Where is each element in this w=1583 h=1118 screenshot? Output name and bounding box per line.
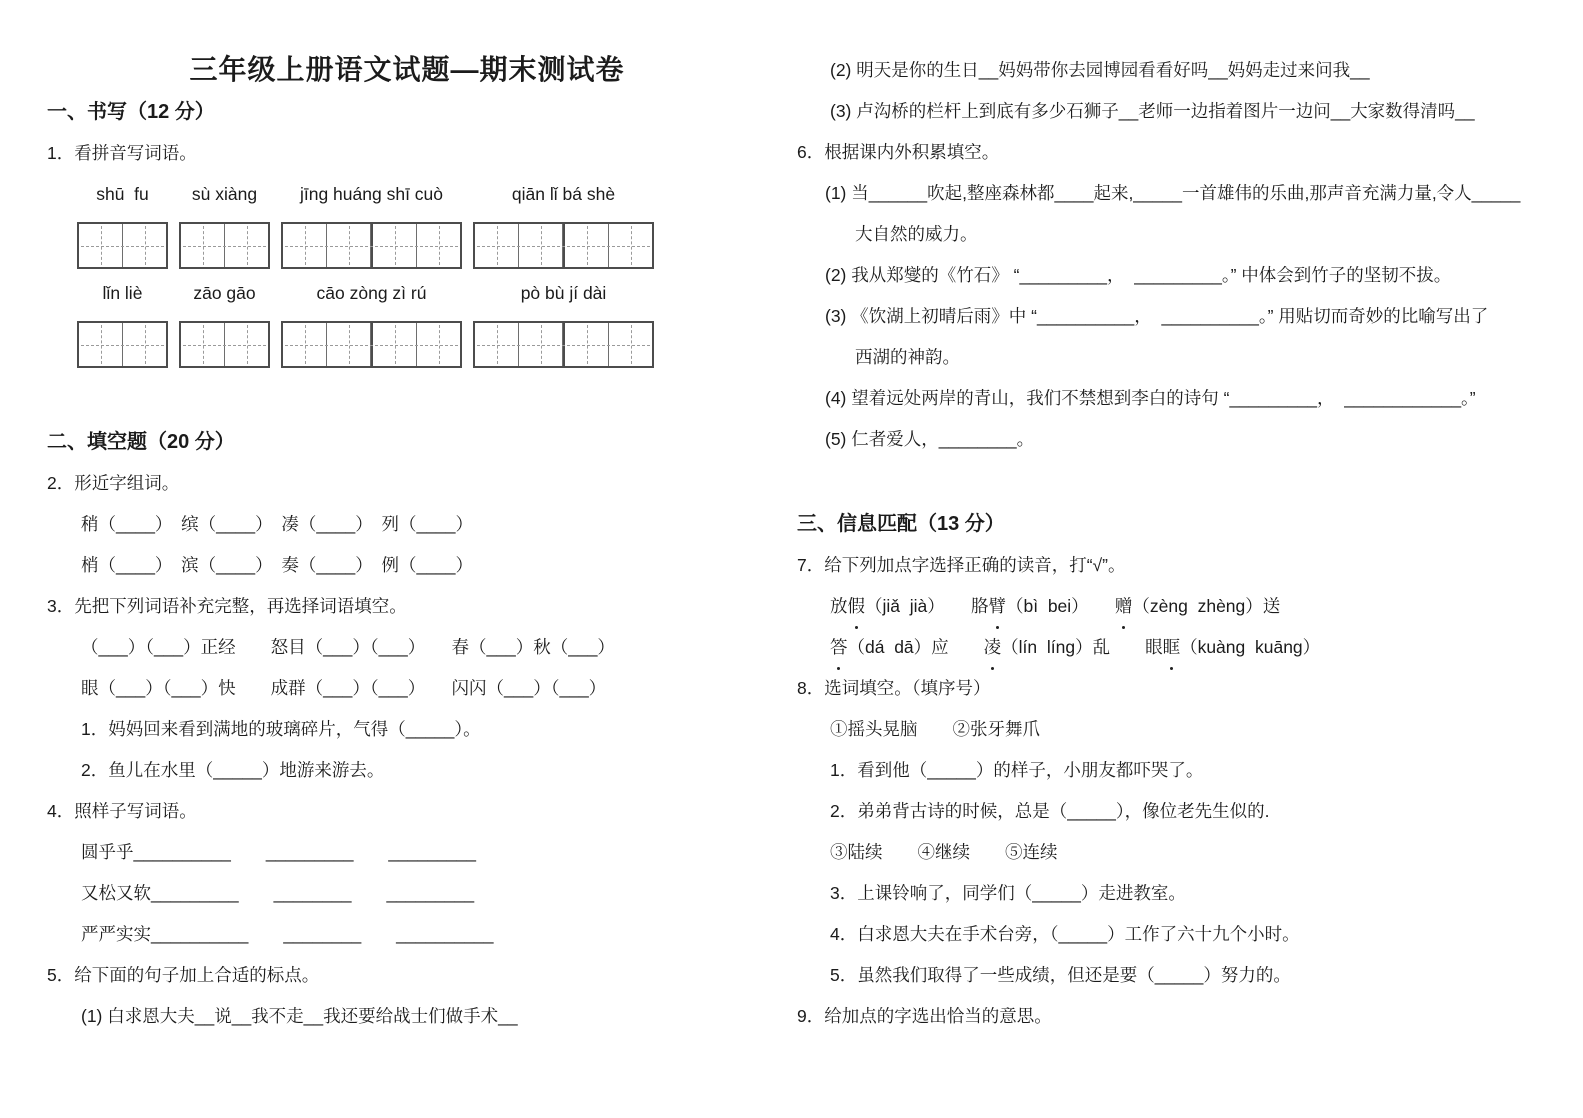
pinyin-label: zāo gāo <box>193 283 256 303</box>
pinyin-label: pò bù jí dài <box>520 283 607 303</box>
writing-grid-cell <box>181 224 225 267</box>
page-title: 三年级上册语文试题—期末测试卷 <box>189 54 625 85</box>
writing-grid-cell <box>79 224 123 267</box>
writing-grid-group <box>179 321 270 368</box>
writing-grid-cell <box>327 323 371 366</box>
writing-grid-row <box>77 321 747 368</box>
right-column <box>797 0 1557 1037</box>
writing-grid-cell <box>283 224 327 267</box>
pinyin-label: qiān lǐ bá shè <box>511 184 616 204</box>
question-8-subitem: 5．虽然我们取得了一些成绩，但还是要（_____）努力的。 <box>830 965 1291 985</box>
writing-grid-cell <box>609 224 652 267</box>
question-9-label: 9．给加点的字选出恰当的意思。 <box>797 1006 1052 1026</box>
writing-grid-section <box>47 174 747 368</box>
question-3-label: 3．先把下列词语补充完整，再选择词语填空。 <box>47 596 407 616</box>
writing-grid-group <box>77 321 168 368</box>
writing-grid-group <box>179 222 270 269</box>
dotted-character: 答 <box>830 627 848 668</box>
question-8-options: ③陆续 ④继续 ⑤连续 <box>830 842 1058 862</box>
question-5-subitem: (1) 白求恩大夫__说__我不走__我还要给战士们做手术__ <box>81 1006 518 1026</box>
section-3-heading: 三、信息匹配（13 分） <box>797 513 1005 535</box>
question-4-line: 严严实实__________ ________ __________ <box>81 924 494 944</box>
question-6-item: (3) 《饮湖上初晴后雨》中 “__________， __________。” 用贴切而奇妙的比喻写出了 <box>825 306 1489 326</box>
writing-grid-cell <box>417 224 460 267</box>
question-2-line: 稍（____） 缤（____） 凑（____） 列（____） <box>81 514 473 534</box>
question-6-item: (4) 望着远处两岸的青山，我们不禁想到李白的诗句 “_________， ____________。” <box>825 388 1476 408</box>
question-5-subitem: (3) 卢沟桥的栏杆上到底有多少石狮子__老师一边指着图片一边问__大家数得清吗__ <box>830 101 1475 121</box>
question-2-label: 2．形近字组词。 <box>47 473 180 493</box>
question-3-subitem: 1．妈妈回来看到满地的玻璃碎片，气得（_____）。 <box>81 719 481 739</box>
writing-grid-group <box>473 321 654 368</box>
dotted-character: 凌 <box>984 627 1002 668</box>
question-5-label: 5．给下面的句子加上合适的标点。 <box>47 965 320 985</box>
pinyin-label: jīng huáng shī cuò <box>299 184 444 204</box>
pinyin-label: lǐn liè <box>102 283 143 303</box>
left-column <box>47 0 747 1037</box>
writing-grid-row <box>77 222 747 269</box>
question-7-label: 7．给下列加点字选择正确的读音，打“√”。 <box>797 555 1126 575</box>
question-8-subitem: 2．弟弟背古诗的时候，总是（_____），像位老先生似的. <box>830 801 1270 821</box>
question-8-subitem: 4．白求恩大夫在手术台旁，（_____）工作了六十九个小时。 <box>830 924 1300 944</box>
question-6-item: (2) 我从郑燮的《竹石》 “_________， _________。” 中体会到竹子的坚韧不拔。 <box>825 265 1452 285</box>
question-6-item: (5) 仁者爱人，________。 <box>825 429 1035 449</box>
writing-grid-cell <box>519 224 563 267</box>
dotted-character: 臂 <box>989 586 1007 627</box>
writing-grid-group <box>281 222 462 269</box>
dotted-character: 眶 <box>1163 627 1181 668</box>
pinyin-label: cāo zòng zì rú <box>316 283 427 303</box>
section-1-heading: 一、书写（12 分） <box>47 101 215 123</box>
question-7-row: 放假（jiǎ jià） 胳臂（bì bei） 赠（zèng zhèng）送 <box>797 586 1557 627</box>
question-8-options: ①摇头晃脑 ②张牙舞爪 <box>830 719 1040 739</box>
writing-grid-cell <box>283 323 327 366</box>
question-8-subitem: 1．看到他（_____）的样子，小朋友都吓哭了。 <box>830 760 1204 780</box>
pinyin-label: sù xiàng <box>191 184 258 204</box>
writing-grid-cell <box>371 323 417 366</box>
dotted-character: 赠 <box>1115 586 1133 627</box>
writing-grid-cell <box>475 323 519 366</box>
question-4-label: 4．照样子写词语。 <box>47 801 197 821</box>
writing-grid-group <box>281 321 462 368</box>
writing-grid-cell <box>181 323 225 366</box>
writing-grid-cell <box>225 224 268 267</box>
question-6-item-continuation: 大自然的威力。 <box>855 224 978 244</box>
writing-grid-cell <box>563 224 609 267</box>
writing-grid-cell <box>225 323 268 366</box>
writing-grid-cell <box>417 323 460 366</box>
writing-grid-cell <box>123 323 166 366</box>
question-6-item-continuation: 西湖的神韵。 <box>855 347 960 367</box>
dotted-character: 假 <box>848 586 866 627</box>
question-3-subitem: 2．鱼儿在水里（_____）地游来游去。 <box>81 760 385 780</box>
question-4-line: 圆乎乎__________ _________ _________ <box>81 842 477 862</box>
writing-grid-cell <box>371 224 417 267</box>
question-6-label: 6．根据课内外积累填空。 <box>797 142 1000 162</box>
writing-grid-group <box>473 222 654 269</box>
question-4-line: 又松又软_________ ________ _________ <box>81 883 475 903</box>
question-5-subitem: (2) 明天是你的生日__妈妈带你去园博园看看好吗__妈妈走过来问我__ <box>830 60 1370 80</box>
writing-grid-cell <box>609 323 652 366</box>
question-2-line: 梢（____） 滨（____） 奏（____） 例（____） <box>81 555 473 575</box>
section-2-heading: 二、填空题（20 分） <box>47 431 235 453</box>
pinyin-row <box>77 273 747 314</box>
pinyin-row <box>77 174 747 215</box>
question-3-line: （___）（___）正经 怒目（___）（___） 春（___）秋（___） <box>81 637 615 657</box>
question-3-line: 眼（___）（___）快 成群（___）（___） 闪闪（___）（___） <box>81 678 607 698</box>
question-1-label: 1．看拼音写词语。 <box>47 143 197 163</box>
writing-grid-cell <box>79 323 123 366</box>
writing-grid-group <box>77 222 168 269</box>
writing-grid-cell <box>563 323 609 366</box>
writing-grid-cell <box>475 224 519 267</box>
question-8-subitem: 3．上课铃响了，同学们（_____）走进教室。 <box>830 883 1186 903</box>
writing-grid-cell <box>327 224 371 267</box>
writing-grid-cell <box>123 224 166 267</box>
writing-grid-cell <box>519 323 563 366</box>
question-8-label: 8．选词填空。（填序号） <box>797 678 991 698</box>
pinyin-label: shū fu <box>96 184 149 204</box>
question-7-row: 答（dá dā）应 凌（lín líng）乱 眼眶（kuàng kuāng） <box>797 627 1557 668</box>
question-6-item: (1) 当______吹起,整座森林都____起来,_____一首雄伟的乐曲,那声音充满力量,令人_____ <box>825 183 1521 203</box>
